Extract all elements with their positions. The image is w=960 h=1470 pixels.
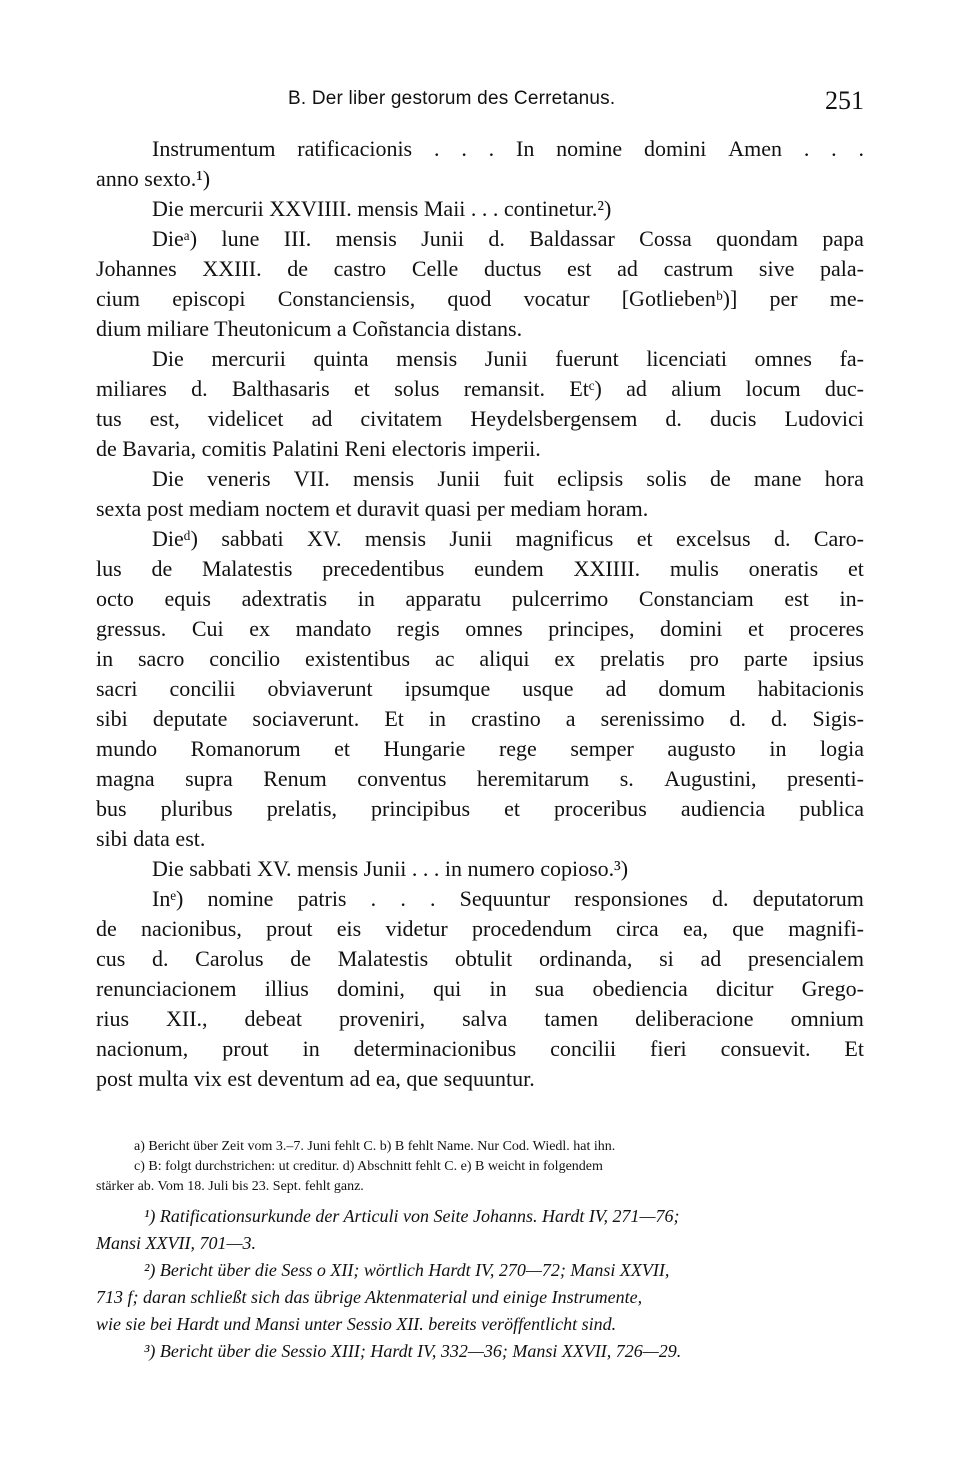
text-line: tus est, videlicet ad civitatem Heydelsbergensem d. ducis Ludovici	[96, 406, 864, 431]
text-line: in sacro concilio existentibus ac aliqui ex prelatis pro parte ipsius	[96, 646, 864, 671]
footnote-line: c) B: folgt durchstrichen: ut creditur. d) Abschnitt fehlt C. e) B weicht in folgendem	[134, 1159, 603, 1174]
running-head	[96, 80, 864, 120]
text-line: renunciacionem illius domini, qui in sua obediencia dicitur Grego-	[96, 976, 864, 1001]
text-line: Inᵉ) nomine patris . . . Sequuntur responsiones d. deputatorum	[152, 886, 864, 911]
footnote-text: ³) Bericht über die Sessio XIII; Hardt IV, 332—36; Mansi XXVII, 726—29.	[144, 1341, 682, 1361]
footnote-text: 713 f; daran schließt sich das übrige Aktenmaterial und einige Instrumente,	[96, 1287, 643, 1307]
text-line: sexta post mediam noctem et duravit quasi per mediam horam.	[96, 496, 649, 521]
textual-footnotes	[96, 1137, 864, 1197]
footnote-line	[96, 1230, 864, 1257]
main-text	[96, 134, 864, 1094]
text-line: Johannes XXIII. de castro Celle ductus est ad castrum sive pala-	[96, 256, 864, 281]
running-head-title: B. Der liber gestorum des Cerretanus.	[288, 88, 616, 109]
text-line: mundo Romanorum et Hungarie rege semper augusto in logia	[96, 736, 864, 761]
text-line: miliares d. Balthasaris et solus remansit. Etᶜ) ad alium locum duc-	[96, 376, 864, 401]
footnote-line: a) Bericht über Zeit vom 3.–7. Juni fehlt C. b) B fehlt Name. Nur Cod. Wiedl. hat ihn.	[134, 1139, 616, 1154]
text-line: sibi data est.	[96, 826, 206, 851]
text-line: lus de Malatestis precedentibus eundem XXIIII. mulis oneratis et	[96, 556, 864, 581]
text-line: rius XII., debeat proveniri, salva tamen deliberacione omnium	[96, 1006, 864, 1031]
footnote-line	[96, 1257, 864, 1284]
text-line: de nacionibus, prout eis videtur procedendum circa ea, que magnifi-	[96, 916, 864, 941]
text-line: Die mercurii XXVIIII. mensis Maii . . . continetur.²)	[152, 196, 612, 221]
text-line: Dieᵃ) lune III. mensis Junii d. Baldassar Cossa quondam papa	[152, 226, 864, 251]
text-line: Die mercurii quinta mensis Junii fuerunt licenciati omnes fa-	[152, 346, 864, 371]
footnote-text: ²) Bericht über die Sess o XII; wörtlich Hardt IV, 270—72; Mansi XXVII,	[144, 1260, 670, 1280]
footnote-text: wie sie bei Hardt und Mansi unter Sessio XII. bereits veröffentlicht sind.	[96, 1314, 617, 1334]
text-line: sibi deputate sociaverunt. Et in crastino a serenissimo d. d. Sigis-	[96, 706, 864, 731]
text-line: Die sabbati XV. mensis Junii . . . in numero copioso.³)	[152, 856, 629, 881]
text-line: magna supra Renum conventus heremitarum s. Augustini, presenti-	[96, 766, 864, 791]
text-line: nacionum, prout in determinacionibus concilii fieri consuevit. Et	[96, 1036, 864, 1061]
text-line: post multa vix est deventum ad ea, que sequuntur.	[96, 1066, 535, 1091]
footnote-line	[96, 1203, 864, 1230]
text-line: octo equis adextratis in apparatu pulcerrimo Constanciam est in-	[96, 586, 864, 611]
text-line: Instrumentum ratificacionis . . . In nomine domini Amen . . .	[152, 136, 864, 161]
footnote-line: stärker ab. Vom 18. Juli bis 23. Sept. fehlt ganz.	[96, 1179, 364, 1194]
text-line: bus pluribus prelatis, principibus et proceribus audiencia publica	[96, 796, 864, 821]
text-line: dium miliare Theutonicum a Coñstancia distans.	[96, 316, 523, 341]
text-line: de Bavaria, comitis Palatini Reni electoris imperii.	[96, 436, 541, 461]
footnote-text: Mansi XXVII, 701—3.	[96, 1233, 256, 1253]
footnote-line	[96, 1284, 864, 1311]
text-line: cus d. Carolus de Malatestis obtulit ordinanda, si ad presencialem	[96, 946, 864, 971]
footnote-line	[96, 1311, 864, 1338]
footnote-line	[96, 1338, 864, 1365]
text-line: cium episcopi Constanciensis, quod vocatur [Gotliebenᵇ)] per me-	[96, 286, 864, 311]
text-line: anno sexto.¹)	[96, 166, 211, 191]
text-line: sacri concilii obviaverunt ipsumque usque ad domum habitacionis	[96, 676, 864, 701]
text-line: gressus. Cui ex mandato regis omnes principes, domini et proceres	[96, 616, 864, 641]
text-line: Die veneris VII. mensis Junii fuit eclipsis solis de mane hora	[152, 466, 864, 491]
page-number: 251	[825, 86, 864, 115]
text-line: Dieᵈ) sabbati XV. mensis Junii magnificus et excelsus d. Caro-	[152, 526, 864, 551]
numbered-footnotes	[96, 1203, 864, 1365]
footnote-text: ¹) Ratificationsurkunde der Articuli von Seite Johanns. Hardt IV, 271—76;	[144, 1206, 680, 1226]
